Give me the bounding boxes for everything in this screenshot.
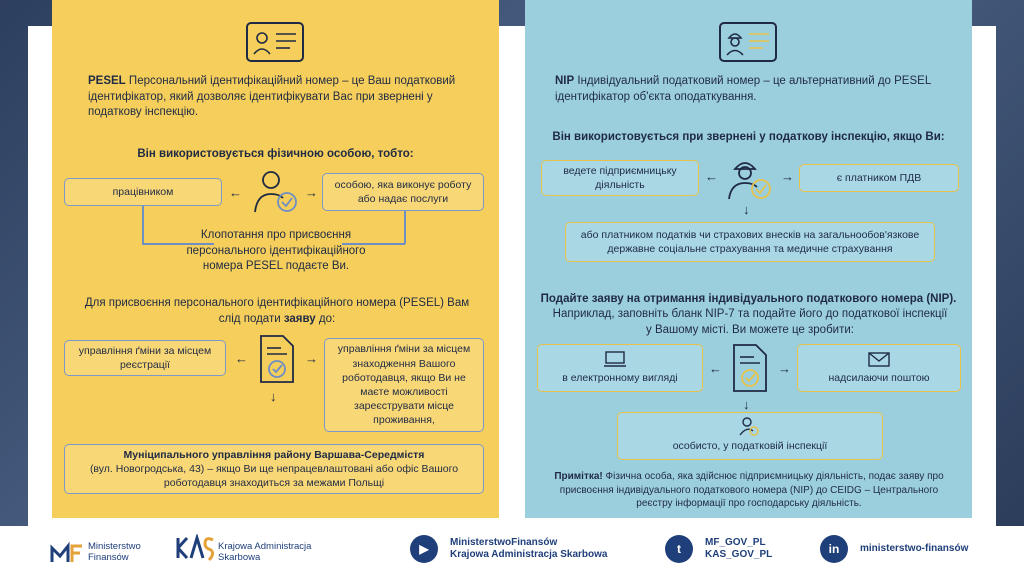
nip-label: NIP bbox=[555, 75, 575, 87]
person-office-icon bbox=[739, 416, 759, 441]
pesel-panel bbox=[52, 0, 499, 518]
arrow-right-2: → bbox=[305, 351, 318, 366]
youtube-icon[interactable]: ▶ bbox=[410, 535, 438, 563]
box-person: особою, яка виконує роботу або надає послуги bbox=[322, 173, 484, 211]
electronic-label: в електронному вигляді bbox=[562, 371, 678, 384]
pesel-intro bbox=[88, 74, 478, 121]
box-warsaw bbox=[64, 444, 484, 494]
arrow-right-r2: → bbox=[778, 361, 791, 376]
connector-left-v bbox=[142, 206, 144, 244]
warsaw-title: Муніципального управління району Варшава-Середмістя bbox=[123, 448, 425, 461]
nip-panel bbox=[525, 0, 972, 518]
arrow-right-r: → bbox=[781, 169, 794, 184]
mail-label: надсилаючи поштою bbox=[828, 371, 930, 384]
arrow-left-r2: ← bbox=[709, 361, 722, 376]
laptop-icon bbox=[603, 350, 627, 373]
linkedin-icon[interactable]: in bbox=[820, 535, 848, 563]
envelope-icon bbox=[868, 350, 890, 373]
youtube-channels[interactable] bbox=[450, 537, 607, 561]
mf-name-line1: Ministerstwo bbox=[88, 541, 141, 552]
arrow-down-r2: ↓ bbox=[743, 397, 750, 412]
twitter-line2: KAS_GOV_PL bbox=[705, 549, 773, 560]
box-employer: управління ґміни за місцем знаходження Вашого роботодавця, якщо Ви не маєте можливості зареєструвати місце проживання, bbox=[324, 338, 484, 432]
mf-name bbox=[88, 541, 141, 564]
personal-label: особисто, у податковій інспекції bbox=[672, 439, 828, 452]
arrow-right: → bbox=[305, 185, 318, 200]
mf-name-line2: Finansów bbox=[88, 552, 129, 564]
nip-section1-title: Він використовується при звернені у податкову інспекцію, якщо Ви: bbox=[552, 131, 945, 143]
badge-helmet-icon bbox=[719, 22, 777, 62]
petition-text: Клопотання про присвоєння персонального ідентифікаційного номера PESEL подаєте Ви. bbox=[186, 229, 366, 273]
twitter-line1: MF_GOV_PL bbox=[705, 537, 766, 548]
youtube-line2: Krajowa Administracja Skarbowa bbox=[450, 549, 608, 560]
document-check-icon-r bbox=[728, 343, 772, 393]
nip-intro-text: Індивідуальний податковий номер – це альтернативний до PESEL ідентифікатор об'єкта оподаткування. bbox=[555, 75, 931, 103]
kas-logo-icon bbox=[175, 534, 215, 573]
arrow-left-r: ← bbox=[705, 169, 718, 184]
twitter-accounts[interactable] bbox=[705, 537, 772, 561]
section2-text-1: Для присвоєння персонального ідентифікаційного номера (PESEL) Вам слід подати bbox=[84, 297, 470, 325]
box-business: ведете підприємницьку діяльність bbox=[541, 160, 699, 196]
pesel-label: PESEL bbox=[88, 75, 126, 87]
nip-section2-title: Подайте заяву на отримання індивідуального податкового номера (NIP). bbox=[540, 293, 957, 305]
linkedin-account[interactable]: ministerstwo-finansów bbox=[860, 543, 969, 554]
id-card-icon bbox=[246, 22, 304, 62]
arrow-down-r: ↓ bbox=[743, 202, 750, 217]
pesel-intro-text: Персональний ідентифікаційний номер – це Ваш податковий ідентифікатор, який дозволяє ідентифікувати Вас при звернені у податкову інспекцію. bbox=[88, 75, 456, 119]
note-text: Фізична особа, яка здійснює підприємницьку діяльність, подає заяву про присвоєння індивідуального податкового номера (NIP) до CEIDG – Центрального реєстру інформації про господарську діяльність. bbox=[559, 471, 944, 509]
warsaw-text: (вул. Новогродська, 43) – якщо Ви ще непрацевлаштовані або офіс Вашого роботодавця знаходиться за межами Польщі bbox=[89, 462, 459, 490]
box-vat: є платником ПДВ bbox=[799, 164, 959, 192]
section2-text-2: до: bbox=[315, 312, 336, 325]
twitter-icon[interactable]: t bbox=[665, 535, 693, 563]
footer bbox=[0, 526, 1024, 576]
worker-check-icon bbox=[723, 155, 775, 201]
connector-right-v bbox=[404, 211, 406, 244]
arrow-down: ↓ bbox=[270, 389, 277, 404]
person-check-icon bbox=[249, 168, 301, 216]
pesel-section1-title: Він використовується фізичною особою, тобто: bbox=[137, 148, 414, 160]
box-contributions: або платником податків чи страхових внесків на загальнообов'язкове державне соціальне страхування та медичне страхування bbox=[565, 222, 935, 262]
mf-logo-icon bbox=[50, 540, 84, 569]
nip-section2-body: Наприклад, заповніть бланк NIP-7 та подайте його до податкової інспекції у Вашому місті. Ви можете це зробити: bbox=[552, 308, 948, 336]
nip-intro bbox=[555, 74, 955, 105]
arrow-left-2: ← bbox=[235, 351, 248, 366]
youtube-line1: MinisterstwoFinansów bbox=[450, 537, 558, 548]
box-worker: працівником bbox=[64, 178, 222, 206]
nip-note bbox=[549, 470, 949, 511]
pesel-section2-title bbox=[82, 296, 472, 327]
arrow-left: ← bbox=[229, 185, 242, 200]
kas-name-line1: Krajowa Administracja bbox=[218, 541, 312, 552]
note-label: Примітка! bbox=[554, 471, 603, 482]
document-check-icon bbox=[255, 334, 299, 384]
section2-bold: заяву bbox=[283, 312, 316, 325]
box-gmina: управління ґміни за місцем реєстрації bbox=[64, 340, 226, 376]
kas-name bbox=[218, 541, 311, 564]
kas-name-line2: Skarbowa bbox=[218, 552, 261, 564]
